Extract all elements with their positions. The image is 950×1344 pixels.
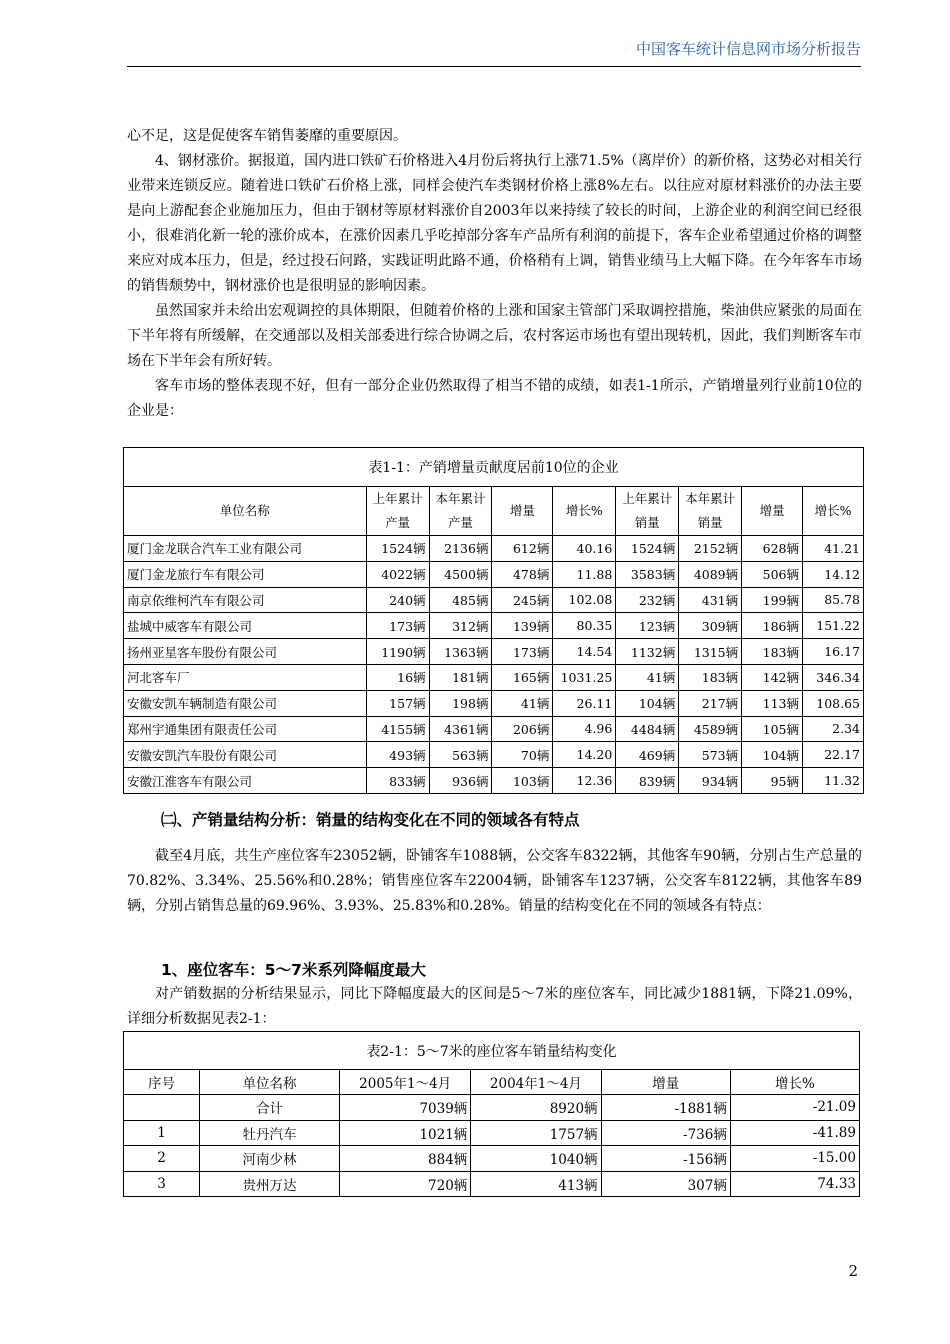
table-cell: 245辆 <box>492 587 553 613</box>
table-cell: 309辆 <box>679 613 742 639</box>
col-header: 增量 <box>492 487 553 536</box>
table-row <box>124 742 864 768</box>
table-cell: 105辆 <box>742 716 803 742</box>
col-header: 上年累计产量 <box>366 487 429 536</box>
table-cell: 1031.25 <box>553 664 616 690</box>
table-cell: 431辆 <box>679 587 742 613</box>
section-paragraph: 截至4月底，共生产座位客车23052辆，卧铺客车1088辆，公交客车8322辆，其他客车90辆，分别占生产总量的70.82%、3.34%、25.56%和0.28%；销售座位客车22004辆，卧铺客车1237辆，公交客车8122辆，其他客车89辆，分别占销售总量的69.96%、3.93%、25.83%和0.28%。销量的结构变化在不同的领域各有特点： <box>127 848 862 914</box>
table-row <box>124 561 864 587</box>
table-cell <box>124 1095 200 1121</box>
table-cell: 1757辆 <box>471 1120 601 1146</box>
table-cell: 11.88 <box>553 561 616 587</box>
table-cell: 41辆 <box>492 690 553 716</box>
table-row <box>124 716 864 742</box>
header-title: 中国客车统计信息网市场分析报告 <box>635 40 861 58</box>
table-cell: 102.08 <box>553 587 616 613</box>
table-cell: 478辆 <box>492 561 553 587</box>
col-header: 增量 <box>601 1070 730 1095</box>
table-cell: 173辆 <box>492 639 553 665</box>
table-cell: 4155辆 <box>366 716 429 742</box>
table-cell: 厦门金龙旅行车有限公司 <box>124 561 367 587</box>
table-row <box>124 1146 860 1172</box>
table-cell: 1190辆 <box>366 639 429 665</box>
col-header: 增量 <box>742 487 803 536</box>
col-header: 本年累计产量 <box>429 487 492 536</box>
table-cell: 1040辆 <box>471 1146 601 1172</box>
table-cell: 186辆 <box>742 613 803 639</box>
table-cell: 217辆 <box>679 690 742 716</box>
table-cell: 41辆 <box>616 664 679 690</box>
table-cell: 2136辆 <box>429 536 492 562</box>
subsection-paragraph: 对产销数据的分析结果显示，同比下降幅度最大的区间是5～7米的座位客车，同比减少1881辆，下降21.09%，详细分析数据见表2-1： <box>127 986 862 1027</box>
table-cell: 469辆 <box>616 742 679 768</box>
table-cell: 165辆 <box>492 664 553 690</box>
table-cell: 1363辆 <box>429 639 492 665</box>
table-cell: 123辆 <box>616 613 679 639</box>
table-cell: 934辆 <box>679 768 742 794</box>
table-cell: 628辆 <box>742 536 803 562</box>
table-row <box>124 613 864 639</box>
table-cell: 307辆 <box>601 1171 730 1197</box>
table-cell: 884辆 <box>340 1146 471 1172</box>
table-cell: 839辆 <box>616 768 679 794</box>
paragraph: 客车市场的整体表现不好，但有一部分企业仍然取得了相当不错的成绩，如表1-1所示，产销增量列行业前10位的企业是： <box>127 378 862 419</box>
section-heading: ㈡、产销量结构分析：销量的结构变化在不同的领域各有特点 <box>161 811 580 829</box>
table-cell: 3583辆 <box>616 561 679 587</box>
table-cell: 181辆 <box>429 664 492 690</box>
table-cell: 4589辆 <box>679 716 742 742</box>
table-cell: 安徽江淮客车有限公司 <box>124 768 367 794</box>
col-header: 增长% <box>803 487 864 536</box>
table-cell: 贵州万达 <box>199 1171 339 1197</box>
table-cell: 4484辆 <box>616 716 679 742</box>
table-cell: 郑州宇通集团有限责任公司 <box>124 716 367 742</box>
table-cell: 139辆 <box>492 613 553 639</box>
table-row <box>124 1095 860 1121</box>
table-cell: 合计 <box>199 1095 339 1121</box>
table-cell: 113辆 <box>742 690 803 716</box>
table-2-1 <box>123 1031 860 1197</box>
table-cell: 3 <box>124 1171 200 1197</box>
table-cell: 南京依维柯汽车有限公司 <box>124 587 367 613</box>
table-cell: 312辆 <box>429 613 492 639</box>
table-cell: 河南少林 <box>199 1146 339 1172</box>
table-cell: 22.17 <box>803 742 864 768</box>
paragraph: 心不足，这是促使客车销售萎靡的重要原因。 <box>127 128 407 144</box>
table-cell: 2.34 <box>803 716 864 742</box>
table-cell: 厦门金龙联合汽车工业有限公司 <box>124 536 367 562</box>
table-cell: 1524辆 <box>366 536 429 562</box>
table-cell: 1021辆 <box>340 1120 471 1146</box>
col-header: 2005年1～4月 <box>340 1070 471 1095</box>
table-cell: 573辆 <box>679 742 742 768</box>
table-cell: 142辆 <box>742 664 803 690</box>
table-cell: 河北客车厂 <box>124 664 367 690</box>
table-cell: 104辆 <box>742 742 803 768</box>
table-row <box>124 536 864 562</box>
table-cell: 安徽安凯汽车股份有限公司 <box>124 742 367 768</box>
table-cell: -736辆 <box>601 1120 730 1146</box>
table-cell: -21.09 <box>730 1095 859 1121</box>
table-1-1 <box>123 447 864 794</box>
table-cell: 198辆 <box>429 690 492 716</box>
table-row <box>124 587 864 613</box>
table-cell: -41.89 <box>730 1120 859 1146</box>
table-cell: 1524辆 <box>616 536 679 562</box>
table-cell: 14.12 <box>803 561 864 587</box>
col-header: 单位名称 <box>199 1070 339 1095</box>
table-cell: 1132辆 <box>616 639 679 665</box>
table-cell: 104辆 <box>616 690 679 716</box>
table-cell: 11.32 <box>803 768 864 794</box>
table-row <box>124 690 864 716</box>
table-cell: 108.65 <box>803 690 864 716</box>
table-cell: 183辆 <box>679 664 742 690</box>
col-header: 增长% <box>730 1070 859 1095</box>
table-cell: 346.34 <box>803 664 864 690</box>
table-caption: 表1-1：产销增量贡献度居前10位的企业 <box>124 448 864 487</box>
col-header: 增长% <box>553 487 616 536</box>
table-cell: 4022辆 <box>366 561 429 587</box>
table-cell: 1315辆 <box>679 639 742 665</box>
table-cell: 95辆 <box>742 768 803 794</box>
paragraph: 4、钢材涨价。据报道，国内进口铁矿石价格进入4月份后将执行上涨71.5%（离岸价）的新价格，这势必对相关行业带来连锁反应。随着进口铁矿石价格上涨，同样会使汽车类钢材价格上涨8%左右。以往应对原材料涨价的办法主要是向上游配套企业施加压力，但由于钢材等原材料涨价自2003年以来持续了较长的时间，上游企业的利润空间已经很小，很难消化新一轮的涨价成本，在涨价因素几乎吃掉部分客车产品所有利润的前提下，客车企业希望通过价格的调整来应对成本压力，但是，经过投石问路，实践证明此路不通，价格稍有上调，销售业绩马上大幅下降。在今年客车市场的销售颓势中，钢材涨价也是很明显的影响因素。 <box>127 153 862 294</box>
table-cell: 8920辆 <box>471 1095 601 1121</box>
table-cell: 2152辆 <box>679 536 742 562</box>
table-cell: 2 <box>124 1146 200 1172</box>
table-cell: 833辆 <box>366 768 429 794</box>
table-cell: 183辆 <box>742 639 803 665</box>
table-cell: 493辆 <box>366 742 429 768</box>
table-cell: 173辆 <box>366 613 429 639</box>
table-cell: -156辆 <box>601 1146 730 1172</box>
table-cell: 4361辆 <box>429 716 492 742</box>
table-cell: 936辆 <box>429 768 492 794</box>
table-cell: 485辆 <box>429 587 492 613</box>
table-cell: 612辆 <box>492 536 553 562</box>
table-cell: 12.36 <box>553 768 616 794</box>
table-cell: 206辆 <box>492 716 553 742</box>
table-cell: 14.54 <box>553 639 616 665</box>
table-cell: 14.20 <box>553 742 616 768</box>
table-cell: 103辆 <box>492 768 553 794</box>
table-cell: 151.22 <box>803 613 864 639</box>
table-cell: 80.35 <box>553 613 616 639</box>
table-cell: -1881辆 <box>601 1095 730 1121</box>
col-header: 本年累计销量 <box>679 487 742 536</box>
table-cell: 413辆 <box>471 1171 601 1197</box>
table-cell: 232辆 <box>616 587 679 613</box>
table-cell: 720辆 <box>340 1171 471 1197</box>
table-cell: 506辆 <box>742 561 803 587</box>
table-cell: 70辆 <box>492 742 553 768</box>
table-row <box>124 639 864 665</box>
col-header: 上年累计销量 <box>616 487 679 536</box>
table-row <box>124 1171 860 1197</box>
paragraph: 虽然国家并未给出宏观调控的具体期限，但随着价格的上涨和国家主管部门采取调控措施，柴油供应紧张的局面在下半年将有所缓解，在交通部以及相关部委进行综合协调之后，农村客运市场也有望出现转机，因此，我们判断客车市场在下半年会有所好转。 <box>127 303 862 369</box>
table-cell: 240辆 <box>366 587 429 613</box>
table-cell: 盐城中威客车有限公司 <box>124 613 367 639</box>
table-cell: 85.78 <box>803 587 864 613</box>
table-cell: 7039辆 <box>340 1095 471 1121</box>
page-number: 2 <box>848 1262 858 1280</box>
table-cell: 安徽安凯车辆制造有限公司 <box>124 690 367 716</box>
col-header: 2004年1～4月 <box>471 1070 601 1095</box>
table-cell: 74.33 <box>730 1171 859 1197</box>
table-cell: 40.16 <box>553 536 616 562</box>
intro-text <box>127 124 862 424</box>
table-cell: 4089辆 <box>679 561 742 587</box>
table-cell: 26.11 <box>553 690 616 716</box>
table-cell: 1 <box>124 1120 200 1146</box>
table-cell: 16辆 <box>366 664 429 690</box>
table-cell: 扬州亚星客车股份有限公司 <box>124 639 367 665</box>
table-cell: 199辆 <box>742 587 803 613</box>
table-cell: 4.96 <box>553 716 616 742</box>
table-caption: 表2-1：5～7米的座位客车销量结构变化 <box>124 1032 860 1070</box>
table-cell: -15.00 <box>730 1146 859 1172</box>
subsection-heading: 1、座位客车：5～7米系列降幅度最大 <box>161 961 426 979</box>
table-cell: 157辆 <box>366 690 429 716</box>
table-cell: 563辆 <box>429 742 492 768</box>
table-cell: 41.21 <box>803 536 864 562</box>
table-cell: 牡丹汽车 <box>199 1120 339 1146</box>
table-cell: 4500辆 <box>429 561 492 587</box>
table-row <box>124 664 864 690</box>
table-cell: 16.17 <box>803 639 864 665</box>
report-header <box>127 38 861 67</box>
col-header: 序号 <box>124 1070 200 1095</box>
table-row <box>124 1120 860 1146</box>
table-row <box>124 768 864 794</box>
col-header: 单位名称 <box>124 487 367 536</box>
